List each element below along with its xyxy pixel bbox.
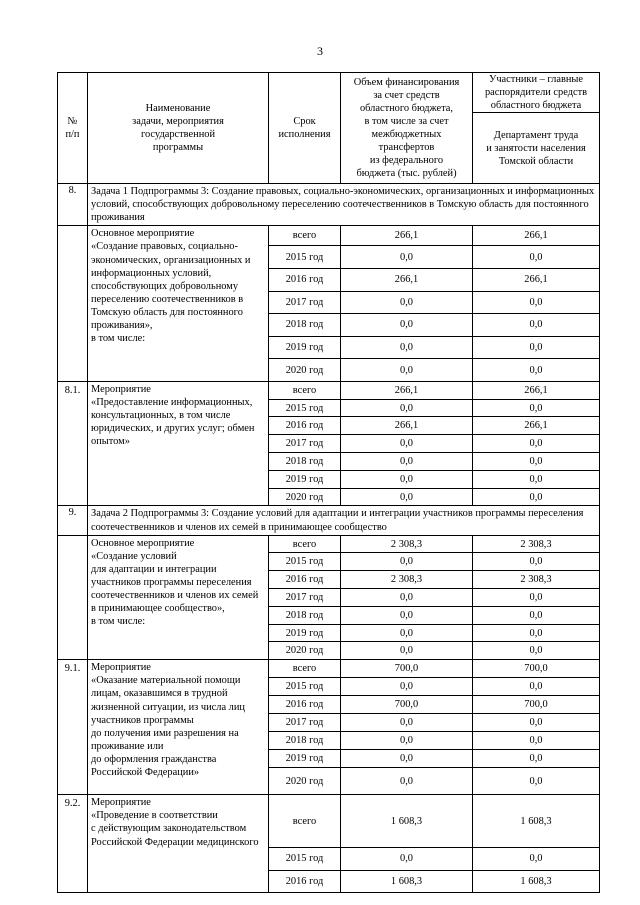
term-cell: всего: [269, 226, 341, 246]
term-cell: 2019 год: [269, 624, 341, 642]
task-row: [58, 184, 600, 226]
participant-cell: 0,0: [473, 589, 600, 607]
participant-cell: 0,0: [473, 848, 600, 870]
row-number: [58, 226, 88, 382]
row-number: 9.1.: [58, 660, 88, 795]
term-cell: 2019 год: [269, 750, 341, 768]
finance-cell: 0,0: [341, 488, 473, 506]
term-cell: 2018 год: [269, 732, 341, 750]
finance-cell: 0,0: [341, 642, 473, 660]
row-number: 8.1.: [58, 381, 88, 506]
finance-cell: 0,0: [341, 848, 473, 870]
term-cell: всего: [269, 381, 341, 399]
participant-cell: 700,0: [473, 696, 600, 714]
header-participant-name: Департамент труда и занятости населения Томской области: [473, 113, 600, 184]
participant-cell: 700,0: [473, 660, 600, 678]
participant-cell: 0,0: [473, 714, 600, 732]
header-finance: Объем финансирования за счет средств областного бюджета, в том числе за счет межбюджетных трансфертов из федерального бюджета (тыс. рублей): [341, 73, 473, 184]
measure-row: [58, 535, 600, 553]
participant-cell: 266,1: [473, 226, 600, 246]
finance-cell: 700,0: [341, 660, 473, 678]
finance-cell: 266,1: [341, 226, 473, 246]
participant-cell: 2 308,3: [473, 535, 600, 553]
participant-cell: 0,0: [473, 453, 600, 471]
participant-cell: 0,0: [473, 314, 600, 337]
finance-cell: 0,0: [341, 624, 473, 642]
participant-cell: 0,0: [473, 359, 600, 382]
measure-name: Мероприятие «Оказание материальной помощи лицам, оказавшимся в трудной жизненной ситуации, из числа лиц участников программы до получения ими разрешения на проживание или до оформления гражданства Российской Федерации»: [88, 660, 269, 795]
participant-cell: 0,0: [473, 678, 600, 696]
term-cell: 2017 год: [269, 589, 341, 607]
finance-cell: 0,0: [341, 470, 473, 488]
finance-cell: 1 608,3: [341, 795, 473, 848]
term-cell: 2018 год: [269, 453, 341, 471]
participant-cell: 1 608,3: [473, 870, 600, 892]
participant-cell: 1 608,3: [473, 795, 600, 848]
participant-cell: 0,0: [473, 470, 600, 488]
participant-cell: 0,0: [473, 246, 600, 269]
measure-name: Мероприятие «Проведение в соответствии с действующим законодательством Российской Федерации медицинского: [88, 795, 269, 893]
term-cell: всего: [269, 660, 341, 678]
term-cell: 2017 год: [269, 291, 341, 314]
header-participants: Участники – главные распорядители средств областного бюджета: [473, 73, 600, 113]
finance-cell: 2 308,3: [341, 571, 473, 589]
term-cell: 2015 год: [269, 399, 341, 417]
participant-cell: 266,1: [473, 381, 600, 399]
term-cell: 2016 год: [269, 571, 341, 589]
term-cell: 2015 год: [269, 678, 341, 696]
measure-row: [58, 660, 600, 678]
table-header-row: [58, 73, 600, 113]
header-num: № п/п: [58, 73, 88, 184]
participant-cell: 0,0: [473, 336, 600, 359]
finance-cell: 0,0: [341, 750, 473, 768]
finance-cell: 0,0: [341, 314, 473, 337]
term-cell: 2016 год: [269, 870, 341, 892]
term-cell: 2015 год: [269, 553, 341, 571]
participant-cell: 0,0: [473, 642, 600, 660]
finance-cell: 0,0: [341, 336, 473, 359]
task-row: [58, 506, 600, 535]
term-cell: всего: [269, 795, 341, 848]
participant-cell: 266,1: [473, 268, 600, 291]
term-cell: 2018 год: [269, 606, 341, 624]
measure-row: [58, 226, 600, 246]
measure-name: Основное мероприятие «Создание правовых, социально-экономических, организационных и информационных условий, способствующих добровольному переселению соотечественников в Томскую область для постоянного проживания», в том числе:: [88, 226, 269, 382]
finance-cell: 0,0: [341, 359, 473, 382]
finance-cell: 0,0: [341, 399, 473, 417]
term-cell: 2017 год: [269, 435, 341, 453]
finance-cell: 0,0: [341, 453, 473, 471]
participant-cell: 0,0: [473, 606, 600, 624]
row-number: 9.: [58, 506, 88, 535]
term-cell: 2020 год: [269, 768, 341, 795]
term-cell: 2015 год: [269, 246, 341, 269]
finance-cell: 2 308,3: [341, 535, 473, 553]
measure-name: Основное мероприятие «Создание условий для адаптации и интеграции участников программы переселения соотечественников и членов их семей в принимающее сообщество», в том числе:: [88, 535, 269, 660]
finance-cell: 0,0: [341, 732, 473, 750]
header-name: Наименование задачи, мероприятия государственной программы: [88, 73, 269, 184]
term-cell: 2015 год: [269, 848, 341, 870]
measure-name: Мероприятие «Предоставление информационных, консультационных, в том числе юридических, и других услуг; обмен опытом»: [88, 381, 269, 506]
term-cell: 2018 год: [269, 314, 341, 337]
finance-cell: 0,0: [341, 714, 473, 732]
term-cell: всего: [269, 535, 341, 553]
finance-cell: 0,0: [341, 435, 473, 453]
participant-cell: 0,0: [473, 750, 600, 768]
header-term: Срок исполнения: [269, 73, 341, 184]
row-number: 9.2.: [58, 795, 88, 893]
term-cell: 2016 год: [269, 417, 341, 435]
participant-cell: 0,0: [473, 768, 600, 795]
finance-cell: 0,0: [341, 678, 473, 696]
term-cell: 2017 год: [269, 714, 341, 732]
finance-cell: 266,1: [341, 417, 473, 435]
participant-cell: 0,0: [473, 399, 600, 417]
participant-cell: 0,0: [473, 732, 600, 750]
finance-cell: 0,0: [341, 606, 473, 624]
participant-cell: 0,0: [473, 435, 600, 453]
finance-cell: 1 608,3: [341, 870, 473, 892]
finance-cell: 266,1: [341, 381, 473, 399]
term-cell: 2020 год: [269, 488, 341, 506]
term-cell: 2019 год: [269, 336, 341, 359]
finance-cell: 0,0: [341, 589, 473, 607]
measure-row: [58, 795, 600, 848]
participant-cell: 0,0: [473, 624, 600, 642]
term-cell: 2016 год: [269, 268, 341, 291]
finance-cell: 0,0: [341, 246, 473, 269]
finance-cell: 0,0: [341, 553, 473, 571]
finance-cell: 700,0: [341, 696, 473, 714]
measure-row: [58, 381, 600, 399]
finance-cell: 266,1: [341, 268, 473, 291]
task-text: Задача 1 Подпрограммы 3: Создание правовых, социально-экономических, организационных и информационных условий, способствующих добровольному переселению соотечественников в Томскую область для постоянного проживания: [88, 184, 600, 226]
program-table: [57, 72, 600, 893]
term-cell: 2020 год: [269, 642, 341, 660]
row-number: 8.: [58, 184, 88, 226]
finance-cell: 0,0: [341, 291, 473, 314]
participant-cell: 0,0: [473, 488, 600, 506]
term-cell: 2020 год: [269, 359, 341, 382]
finance-cell: 0,0: [341, 768, 473, 795]
task-text: Задача 2 Подпрограммы 3: Создание условий для адаптации и интеграции участников программы переселения соотечественников и членов их семей в принимающее сообщество: [88, 506, 600, 535]
participant-cell: 2 308,3: [473, 571, 600, 589]
term-cell: 2016 год: [269, 696, 341, 714]
page-number: 3: [317, 44, 323, 58]
participant-cell: 0,0: [473, 553, 600, 571]
row-number: [58, 535, 88, 660]
term-cell: 2019 год: [269, 470, 341, 488]
participant-cell: 0,0: [473, 291, 600, 314]
participant-cell: 266,1: [473, 417, 600, 435]
